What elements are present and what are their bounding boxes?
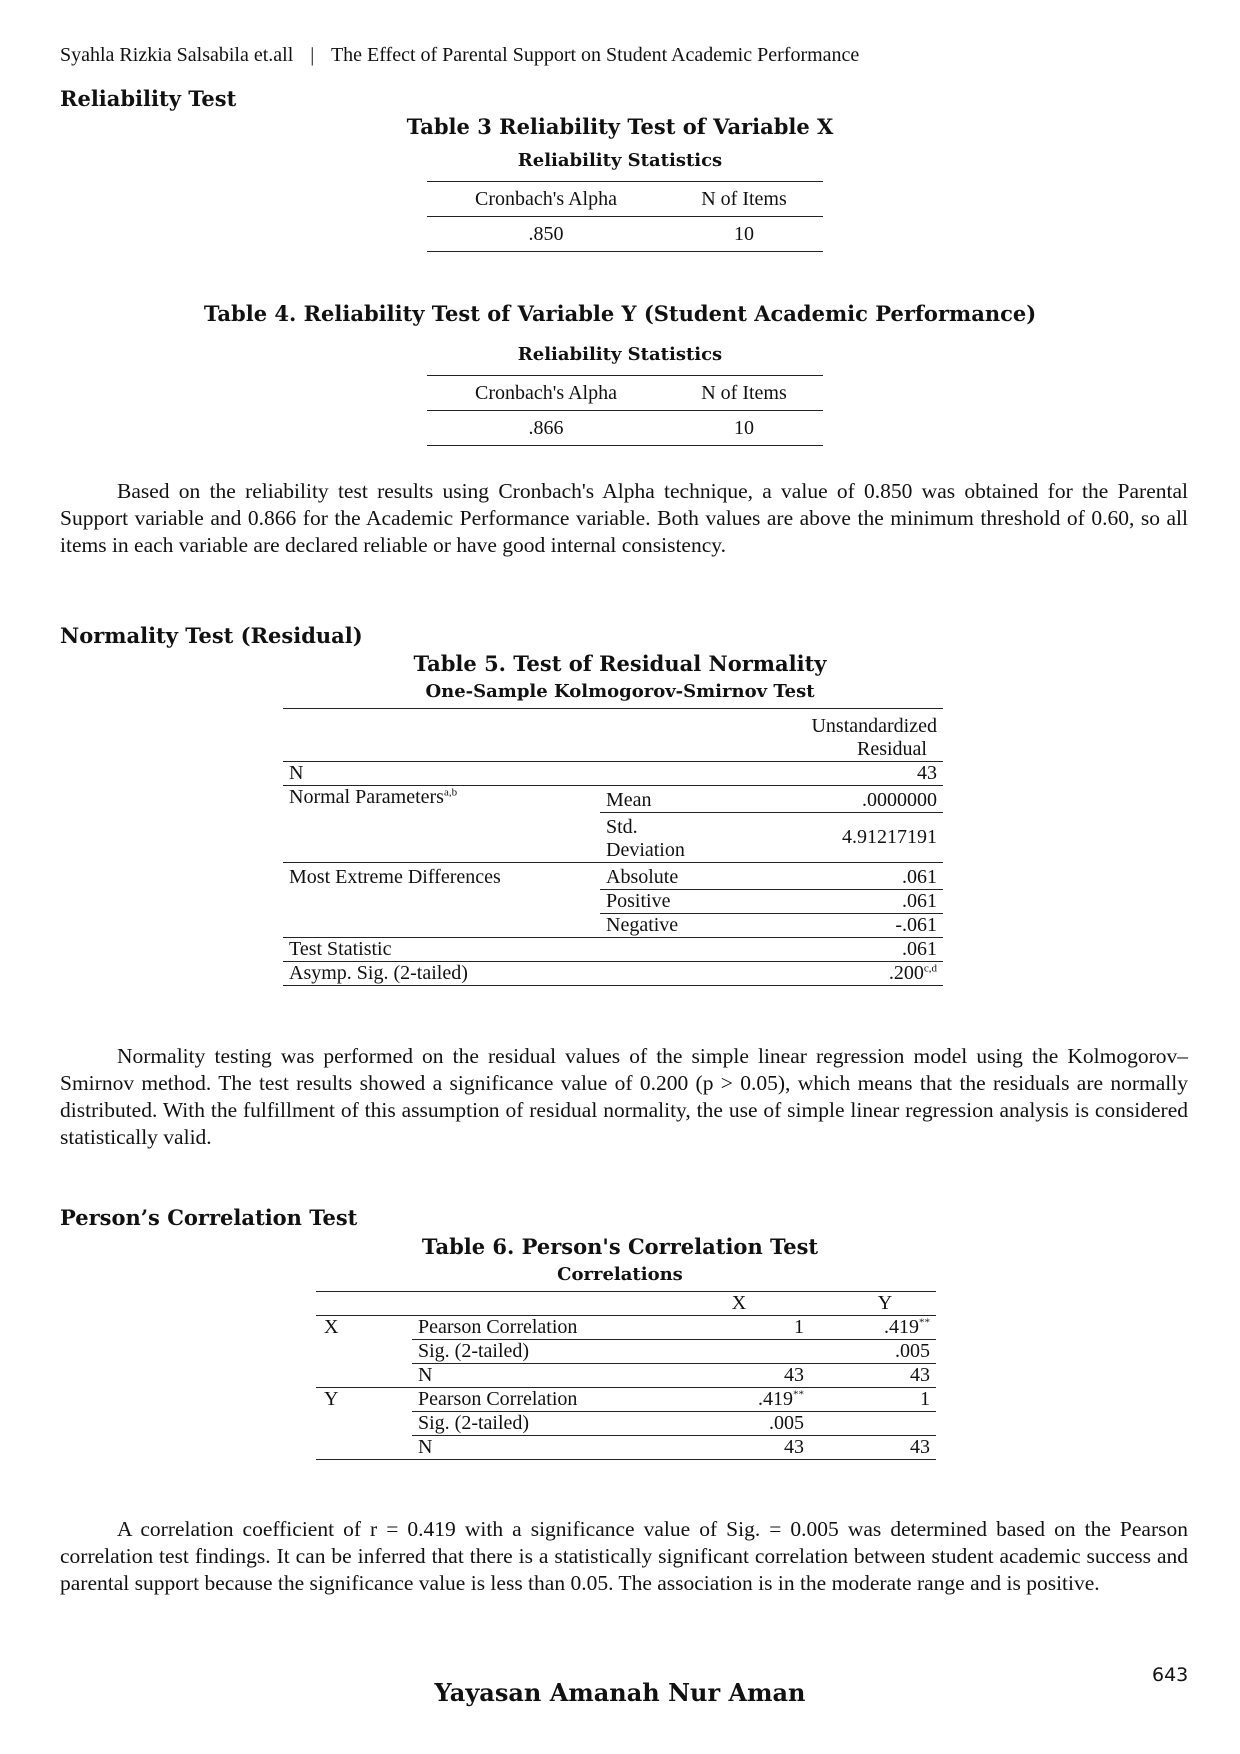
table6-col-x: X bbox=[731, 1292, 747, 1314]
paragraph-normality-text: Normality testing was performed on the residual values of the simple linear regression model using the Kolmogorov–Smirnov method. The test results showed a significance value of 0.200 (p > 0.05), which means that the residuals are normally distributed. With the fulfillment of this assumption of residual normality, the use of simple linear regression analysis is considered statistically valid. bbox=[60, 1044, 1188, 1149]
paragraph-reliability bbox=[60, 478, 1188, 559]
table5-std-label-1: Std. bbox=[606, 816, 638, 838]
paragraph-correlation-text: A correlation coefficient of r = 0.419 with a significance value of Sig. = 0.005 was determined based on the Pearson correlation test findings. It can be inferred that there is a statistically significant correlation between student academic success and parental support because the significance value is less than 0.05. The association is in the moderate range and is positive. bbox=[60, 1517, 1188, 1595]
table5-abs-label: Absolute bbox=[600, 863, 760, 890]
table6-row-y: Y bbox=[324, 1388, 339, 1411]
table3-header-alpha: Cronbach's Alpha bbox=[475, 187, 617, 210]
table6-x-sig-y: .005 bbox=[810, 1340, 936, 1364]
table6-x-sig-label: Sig. (2-tailed) bbox=[412, 1340, 668, 1364]
table6-y-n-label: N bbox=[418, 1436, 433, 1458]
table4-header-items: N of Items bbox=[701, 381, 787, 404]
table5-abs-value: .061 bbox=[760, 863, 943, 890]
table5 bbox=[283, 708, 943, 986]
section-heading-correlation: Person’s Correlation Test bbox=[60, 1205, 358, 1230]
table4-value-alpha: .866 bbox=[528, 416, 564, 439]
page-number: 643 bbox=[1152, 1664, 1189, 1686]
table5-sig-label: Asymp. Sig. (2-tailed) bbox=[289, 962, 468, 984]
table5-std-label-2: Deviation bbox=[606, 839, 685, 861]
table6-y-n-x: 43 bbox=[784, 1436, 804, 1458]
table3-header-items: N of Items bbox=[701, 187, 787, 210]
table5-subtitle: One-Sample Kolmogorov-Smirnov Test bbox=[425, 681, 815, 702]
section-heading-reliability: Reliability Test bbox=[60, 86, 237, 111]
table5-n-value: 43 bbox=[917, 762, 937, 784]
header-title: The Effect of Parental Support on Student Academic Performance bbox=[330, 44, 860, 66]
table5-caption: Table 5. Test of Residual Normality bbox=[413, 651, 827, 676]
table5-neg-value: -.061 bbox=[895, 914, 937, 936]
table6-x-pc-label: Pearson Correlation bbox=[412, 1316, 668, 1340]
table5-ts-value: .061 bbox=[902, 938, 937, 960]
table6-caption: Table 6. Person's Correlation Test bbox=[421, 1234, 819, 1259]
running-header bbox=[60, 44, 859, 67]
table6-subtitle: Correlations bbox=[557, 1264, 683, 1285]
table6-y-n-y: 43 bbox=[910, 1436, 930, 1458]
table6-y-sig-label: Sig. (2-tailed) bbox=[412, 1412, 668, 1436]
paragraph-normality bbox=[60, 1043, 1188, 1151]
table4-caption: Table 4. Reliability Test of Variable Y (Student Academic Performance) bbox=[203, 301, 1037, 326]
table6-row-x: X bbox=[324, 1316, 339, 1339]
table6-x-n-label: N bbox=[418, 1364, 433, 1386]
table4-subtitle: Reliability Statistics bbox=[517, 344, 723, 365]
table6-x-pc-x: 1 bbox=[668, 1316, 810, 1340]
table6-y-pc-x-star: ** bbox=[793, 1388, 804, 1401]
table5-sig-value: .200 bbox=[888, 962, 924, 984]
table6-x-pc-y-star: ** bbox=[919, 1316, 930, 1329]
paragraph-reliability-text: Based on the reliability test results using Cronbach's Alpha technique, a value of 0.850 was obtained for the Parental Support variable and 0.866 for the Academic Performance variable. Both values are above the minimum threshold of 0.60, so all items in each variable are declared reliable or have good internal consistency. bbox=[60, 479, 1188, 557]
table3-value-items: 10 bbox=[734, 222, 754, 245]
table3-value-alpha: .850 bbox=[528, 222, 564, 245]
table5-ts-label: Test Statistic bbox=[289, 938, 392, 960]
table5-sig-sup: c,d bbox=[923, 962, 937, 975]
table4-header-alpha: Cronbach's Alpha bbox=[475, 381, 617, 404]
table5-pos-value: .061 bbox=[760, 890, 943, 914]
table6-y-pc-x: .419 bbox=[758, 1388, 793, 1410]
table6-y-pc-y: 1 bbox=[810, 1388, 936, 1412]
table3-subtitle: Reliability Statistics bbox=[517, 150, 723, 171]
header-separator: | bbox=[310, 44, 315, 66]
section-heading-normality: Normality Test (Residual) bbox=[60, 623, 363, 648]
table5-col-header-1: Unstandardized bbox=[811, 715, 937, 737]
paragraph-correlation bbox=[60, 1516, 1188, 1597]
table5-n-label: N bbox=[289, 762, 304, 784]
table5-mean-label: Mean bbox=[600, 786, 760, 813]
table5-std-value: 4.91217191 bbox=[842, 826, 937, 848]
header-authors: Syahla Rizkia Salsabila et.all bbox=[60, 44, 294, 66]
table6-y-sig-x: .005 bbox=[668, 1412, 810, 1436]
table4 bbox=[427, 375, 823, 446]
table5-normal-params-sup: a,b bbox=[443, 786, 458, 799]
table4-value-items: 10 bbox=[734, 416, 754, 439]
table6-col-y: Y bbox=[877, 1292, 893, 1314]
table6-x-pc-y: .419 bbox=[884, 1316, 919, 1338]
table6-x-n-x: 43 bbox=[784, 1364, 804, 1386]
footer-publisher: Yayasan Amanah Nur Aman bbox=[434, 1678, 806, 1707]
table6-y-pc-label: Pearson Correlation bbox=[412, 1388, 668, 1412]
table3 bbox=[427, 181, 823, 252]
table6 bbox=[316, 1291, 936, 1460]
table3-caption: Table 3 Reliability Test of Variable X bbox=[406, 114, 834, 139]
table6-x-n-y: 43 bbox=[910, 1364, 930, 1386]
table5-mean-value: .0000000 bbox=[760, 786, 943, 813]
table5-pos-label: Positive bbox=[600, 890, 760, 914]
table5-col-header-2: Residual bbox=[857, 738, 927, 760]
table5-med-label: Most Extreme Differences bbox=[289, 866, 501, 889]
table5-normal-params-label: Normal Parameters bbox=[289, 786, 444, 808]
table5-neg-label: Negative bbox=[606, 914, 679, 936]
